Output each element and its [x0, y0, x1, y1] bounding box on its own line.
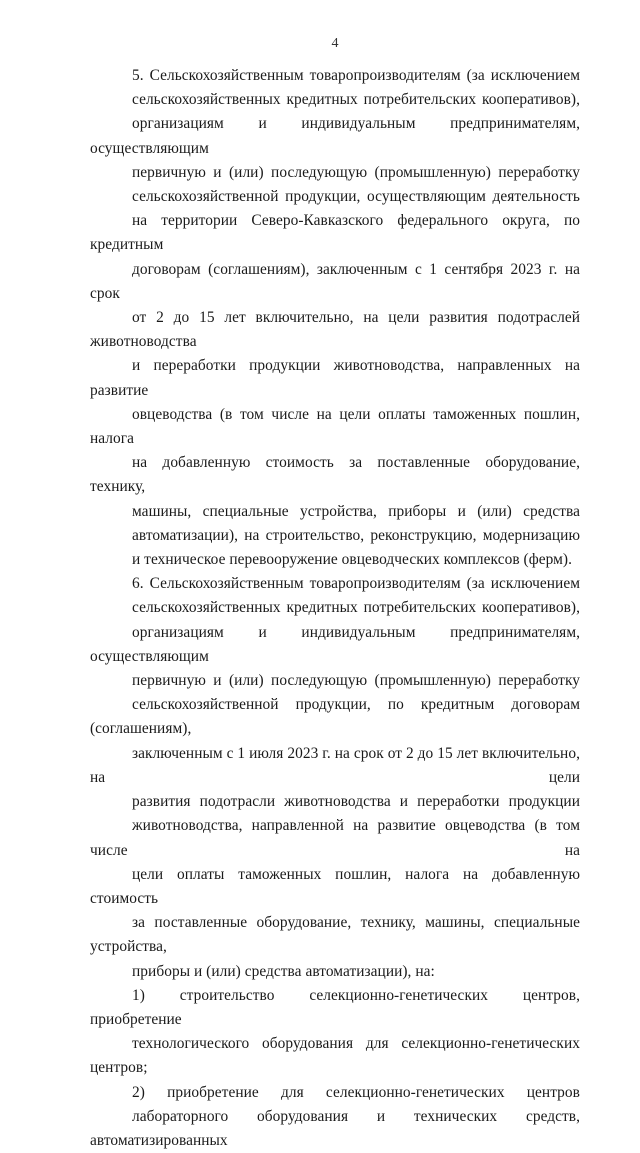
- text-line: сельскохозяйственной продукции, по кредитным договорам (соглашениям),: [90, 696, 580, 738]
- text-line: 2) приобретение для селекционно-генетических центров: [132, 1083, 580, 1101]
- text-line: сельскохозяйственных кредитных потребительских кооперативов),: [132, 91, 580, 109]
- text-line: сельскохозяйственных кредитных потребительских кооперативов),: [132, 599, 580, 617]
- text-line: заключенным с 1 июля 2023 г. на срок от 2 до 15 лет включительно, на цели: [90, 744, 580, 786]
- text-line: машины, специальные устройства, приборы и (или) средства: [132, 502, 580, 520]
- list-item-1: [90, 984, 580, 1081]
- text-line: развития подотрасли животноводства и переработки продукции: [132, 793, 580, 811]
- page-number: 4: [331, 36, 339, 51]
- text-line: технологического оборудования для селекционно-генетических центров;: [90, 1035, 580, 1077]
- text-line: на добавленную стоимость за поставленные оборудование, технику,: [90, 454, 580, 496]
- document-body: [90, 64, 580, 1153]
- text-line: первичную и (или) последующую (промышленную) переработку: [132, 672, 580, 690]
- text-line: за поставленные оборудование, технику, машины, специальные устройства,: [90, 914, 580, 956]
- text-line: овцеводства (в том числе на цели оплаты таможенных пошлин, налога: [90, 405, 580, 448]
- text-line: 1) строительство селекционно-генетических центров, приобретение: [90, 986, 580, 1028]
- text-line: приборы и (или) средства автоматизации), на:: [132, 962, 435, 980]
- text-line: сельскохозяйственной продукции, осуществляющим деятельность: [132, 188, 580, 206]
- list-item-2: [90, 1081, 580, 1153]
- text-line: на территории Северо-Кавказского федерального округа, по кредитным: [90, 212, 580, 254]
- text-line: животноводства, направленной на развитие овцеводства (в том числе на: [90, 817, 580, 859]
- paragraph-5: [90, 64, 580, 572]
- paragraph-6: [90, 572, 580, 983]
- text-line: договорам (соглашениям), заключенным с 1 сентября 2023 г. на срок: [90, 260, 580, 302]
- text-line: от 2 до 15 лет включительно, на цели развития подотраслей животноводства: [90, 309, 580, 351]
- text-line: автоматизации), на строительство, реконструкцию, модернизацию: [132, 526, 580, 544]
- text-line: 6. Сельскохозяйственным товаропроизводителям (за исключением: [132, 575, 580, 593]
- text-line: лабораторного оборудования и технических средств, автоматизированных: [90, 1107, 580, 1149]
- text-line: и техническое перевооружение овцеводческих комплексов (ферм).: [132, 551, 572, 569]
- text-line: и переработки продукции животноводства, направленных на развитие: [90, 357, 580, 399]
- text-line: 5. Сельскохозяйственным товаропроизводителям (за исключением: [132, 67, 580, 84]
- text-line: организациям и индивидуальным предпринимателям, осуществляющим: [90, 115, 580, 157]
- text-line: организациям и индивидуальным предпринимателям, осуществляющим: [90, 623, 580, 665]
- text-line: цели оплаты таможенных пошлин, налога на добавленную стоимость: [90, 865, 580, 907]
- text-line: первичную и (или) последующую (промышленную) переработку: [132, 163, 580, 181]
